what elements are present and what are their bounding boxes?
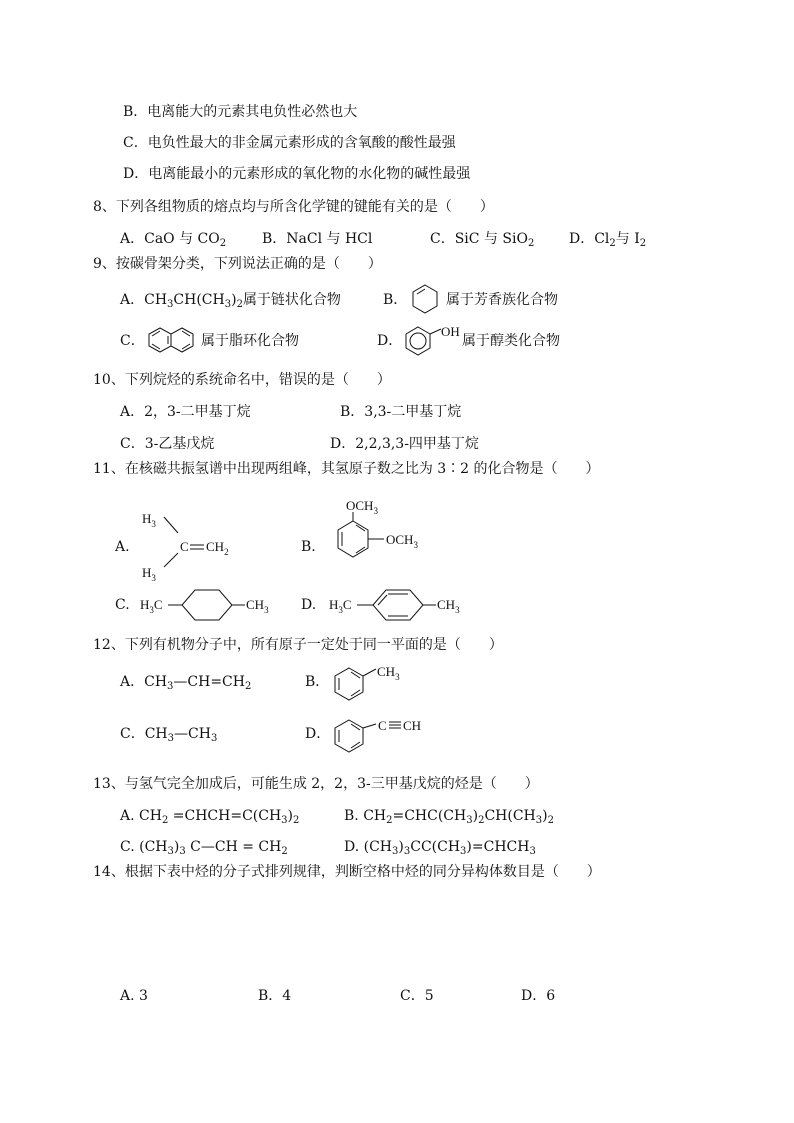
q9-option-b-text: 属于芳香族化合物 [446,292,558,308]
q12-option-b-label: B． [305,674,330,690]
q13-stem: 13、与氢气完全加成后，可能生成 2，2，3-三甲基戊烷的烃是（ ） [93,776,539,792]
q13-option-c: C. $(CH_3)_3$ C—CH = $CH_2$ [120,839,288,857]
q9-option-d-text: 属于醇类化合物 [462,333,560,349]
q9-option-a: A．$CH_3CH(CH_3)_2$属于链状化合物 [120,292,341,310]
q7-option-c: C．电负性最大的非金属元素形成的含氧酸的酸性最强 [123,135,456,151]
q11-option-a-label: A. [115,539,130,555]
svg-text:H3C: $H_3C$ [140,597,163,615]
q9-option-b-label: B． [383,292,408,308]
q8-option-d: D．$Cl_2$与 $I_2$ [569,231,647,249]
q12-option-a: A．$CH_3—CH=CH_2$ [120,674,252,692]
q14-option-b: B．4 [258,988,292,1004]
q10-option-b: B．3,3-二甲基丁烷 [340,404,462,420]
svg-text:OCH3: $OCH_3$ [346,498,378,516]
toluene-structure [330,660,410,700]
svg-text:H3: $H_3$ [142,565,156,583]
svg-text:CH3: $CH_3$ [437,597,460,615]
q14-option-a: A. 3 [120,988,148,1004]
hydroxyl-label: OH [441,324,460,339]
svg-text:CH3: $CH_3$ [246,597,269,615]
q12-stem: 12、下列有机物分子中，所有原子一定处于同一平面的是（ ） [93,637,503,653]
svg-text:H3C: $H_3C$ [329,597,352,615]
cyclohexene-structure [410,283,442,315]
q11-option-b-label: B. [301,539,316,555]
svg-text:H3: $H_3$ [142,511,156,529]
q11-option-c-label: C. [115,597,130,613]
q9-option-d-label: D． [377,333,403,349]
q14-stem: 14、根据下表中烃的分子式排列规律，判断空格中烃的同分异构体数目是（ ） [93,864,601,880]
p-xylene-structure [327,585,467,625]
svg-text:CH2: $CH_2$ [206,539,229,557]
svg-text:CH3: $CH_3$ [377,664,400,682]
dimethoxybenzene-structure [320,498,440,573]
q12-option-d-label: D． [305,726,331,742]
q14-option-d: D．6 [521,988,556,1004]
q11-stem: 11、在核磁共振氢谱中出现两组峰，其氢原子数之比为 3∶2 的化合物是（ ） [93,461,600,477]
q10-stem: 10、下列烷烃的系统命名中，错误的是（ ） [93,372,391,388]
q7-option-d: D．电离能最小的元素形成的氧化物的水化物的碱性最强 [123,166,471,182]
q8-stem: 8、下列各组物质的熔点均与所含化学键的键能有关的是（ ） [93,199,494,215]
q14-option-c: C．5 [400,988,434,1004]
q13-option-d: D. $(CH_3)_3CC(CH_3)=CHCH_3$ [344,839,536,857]
svg-text:C: C [378,718,387,733]
q10-option-a: A．2，3-二甲基丁烷 [120,404,251,420]
q10-option-d: D．2,2,3,3-四甲基丁烷 [330,436,479,452]
q13-option-a: A. $CH_2$ $=CHCH=C(CH_3)_2$ [120,808,300,826]
phenylacetylene-structure [330,712,430,752]
q9-stem: 9、按碳骨架分类，下列说法正确的是（ ） [93,256,382,272]
naphthalene-structure [148,326,196,354]
q8-option-c: C．SiC 与 SiO$_2$ [430,231,535,249]
svg-text:C: C [180,539,189,554]
dimethylcyclohexane-structure [138,585,278,625]
q9-option-c-text: 属于脂环化合物 [201,333,299,349]
q12-option-c: C．$CH_3—CH_3$ [120,726,218,744]
svg-text:CH: CH [403,718,422,733]
q11-option-d-label: D. [301,597,317,613]
svg-text:OCH3: $OCH_3$ [386,532,418,550]
q10-option-c: C．3-乙基戊烷 [120,436,215,452]
q9-option-c-label: C． [120,333,145,349]
q8-option-b: B．NaCl 与 HCl [262,231,373,247]
phenol-structure [403,324,463,356]
q8-option-a: A．CaO 与 $CO_2$ [120,231,227,249]
isobutene-structure [140,505,250,585]
q7-option-b: B．电离能大的元素其电负性必然也大 [123,104,358,120]
q13-option-b: B. $CH_2=CHC(CH_3)_2CH(CH_3)_2$ [344,808,554,826]
